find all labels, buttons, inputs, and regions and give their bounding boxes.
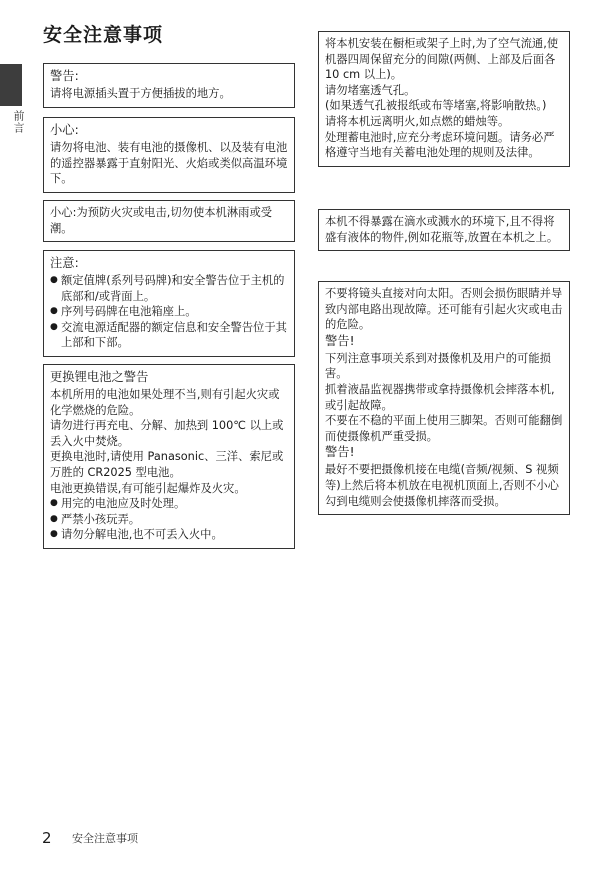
battery-heading: 更换锂电池之警告	[50, 370, 149, 384]
list-item: ● 用完的电池应及时处理。	[50, 496, 288, 512]
notice-list	[50, 273, 288, 351]
lens-and-camera-warning-box	[318, 281, 570, 515]
install-text: 请勿堵塞透气孔。	[325, 83, 416, 97]
list-item: ● 交流电源适配器的额定信息和安全警告位于其上部和下部。	[50, 320, 288, 351]
warning-a-text: 下列注意事项关系到对摄像机及用户的可能损害。	[325, 351, 551, 381]
page-number: 2	[42, 829, 52, 847]
battery-text: 更换电池时,请使用 Panasonic、三洋、索尼或万胜的 CR2025 型电池。	[50, 450, 284, 479]
caution-heading: 小心:	[50, 123, 79, 137]
install-text: (如果透气孔被报纸或布等堵塞,将影响散热。)	[325, 99, 547, 113]
warning-heading-b: 警告!	[325, 445, 355, 460]
battery-text: 电池更换错误,有可能引起爆炸及火灾。	[50, 481, 246, 495]
warning-heading: 警告:	[50, 69, 79, 83]
water-text: 本机不得暴露在滴水或溅水的环境下,且不得将盛有液体的物件,例如花瓶等,放置在本机之上。	[325, 215, 559, 244]
footer-section-title: 安全注意事项	[72, 832, 138, 845]
warning-text: 请将电源插头置于方便插拔的地方。	[50, 87, 231, 100]
install-text: 将本机安装在橱柜或架子上时,为了空气流通,使机器四周保留充分的间隙(两侧、上部及后面各 10 cm 以上)。	[325, 37, 559, 82]
list-item: ● 额定值牌(系列号码牌)和安全警告位于主机的底部和/或背面上。	[50, 273, 288, 304]
caution-box-rain	[43, 200, 295, 242]
caution-text: 请勿将电池、装有电池的摄像机、以及装有电池的遥控器暴露于直射阳光、火焰或类似高温环境下。	[50, 141, 288, 186]
notice-heading: 注意:	[50, 256, 79, 270]
chapter-tab-marker	[0, 64, 22, 106]
battery-text: 本机所用的电池如果处理不当,则有引起火灾或化学燃烧的危险。	[50, 388, 280, 417]
install-text: 处理蓄电池时,应充分考虑环境问题。请务必严格遵守当地有关蓄电池处理的规则及法律。	[325, 130, 555, 160]
caution-rain-text: 小心:为预防火灾或电击,切勿使本机淋雨或受潮。	[50, 206, 273, 235]
battery-warning-box	[43, 364, 295, 549]
page-title: 安全注意事项	[43, 24, 164, 46]
chapter-side-label: 前言	[12, 110, 25, 134]
warning-b-text: 最好不要把摄像机接在电缆(音频/视频、S 视频等)上然后将本机放在电视机顶面上,否则不小心勾到电缆则会使摄像机摔落而受损。	[325, 463, 559, 508]
caution-box-heat	[43, 117, 295, 193]
install-text: 请将本机远离明火,如点燃的蜡烛等。	[325, 114, 510, 128]
list-item: ● 严禁小孩玩弄。	[50, 512, 288, 528]
list-item: ● 序列号码牌在电池箱座上。	[50, 304, 288, 320]
lens-text: 不要将镜头直接对向太阳。否则会损伤眼睛并导致内部电路出现故障。还可能有引起火灾或电击的危险。	[325, 287, 563, 332]
notice-box-labels	[43, 250, 295, 357]
warning-a-text: 不要在不稳的平面上使用三脚架。否则可能翻倒而使摄像机严重受损。	[325, 414, 563, 443]
battery-list	[50, 496, 288, 543]
list-item: ● 请勿分解电池,也不可丢入火中。	[50, 527, 288, 543]
install-ventilation-box	[318, 31, 570, 167]
warning-a-text: 抓着液晶监视器携带或拿持摄像机会摔落本机,或引起故障。	[325, 382, 555, 412]
water-warning-box	[318, 209, 570, 251]
warning-box-plug	[43, 63, 295, 108]
warning-heading-a: 警告!	[325, 333, 355, 348]
battery-text: 请勿进行再充电、分解、加热到 100℃ 以上或丢入火中焚烧。	[50, 419, 284, 448]
